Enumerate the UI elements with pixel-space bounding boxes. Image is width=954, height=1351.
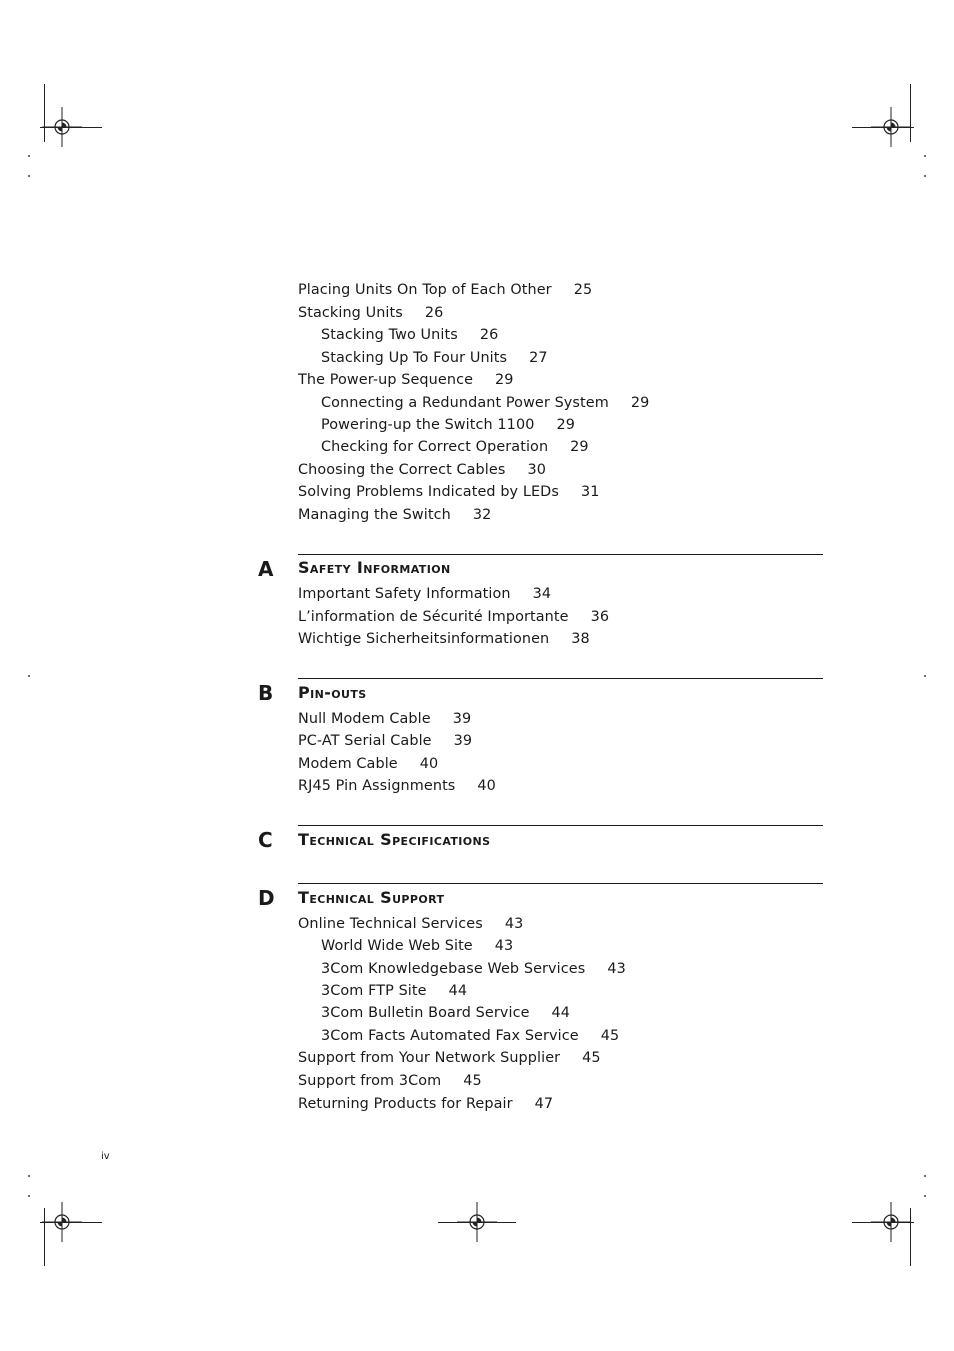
toc-entry-page-number: 40 <box>419 756 439 772</box>
toc-entry-page-number: 43 <box>504 916 524 932</box>
edge-dot <box>924 1195 926 1197</box>
toc-entry[interactable] <box>321 982 467 1000</box>
toc-entry[interactable] <box>298 585 551 603</box>
toc-entry[interactable] <box>321 394 649 412</box>
toc-entry-page-number: 44 <box>551 1005 571 1021</box>
toc-entry-title: Solving Problems Indicated by LEDs <box>298 484 559 500</box>
toc-entry-title: L’information de Sécurité Importante <box>298 609 569 625</box>
toc-entry-title: 3Com Bulletin Board Service <box>321 1005 530 1021</box>
toc-entry-title: Placing Units On Top of Each Other <box>298 282 552 298</box>
toc-entry[interactable] <box>321 326 498 344</box>
toc-entry[interactable] <box>298 777 496 795</box>
toc-entry[interactable] <box>298 506 491 524</box>
toc-entry-title: Powering-up the Switch 1100 <box>321 417 535 433</box>
toc-entry[interactable] <box>298 1095 553 1113</box>
section-rule <box>298 883 823 884</box>
toc-entry-page-number: 31 <box>580 484 600 500</box>
toc-entry-page-number: 29 <box>630 395 650 411</box>
toc-entry[interactable] <box>298 755 438 773</box>
toc-entry-page-number: 39 <box>453 733 473 749</box>
toc-entry[interactable] <box>321 937 513 955</box>
appendix-title[interactable]: Technical Support <box>298 888 445 907</box>
toc-entry-title: 3Com Facts Automated Fax Service <box>321 1028 579 1044</box>
toc-entry[interactable] <box>321 416 575 434</box>
toc-entry-page-number: 29 <box>570 439 589 455</box>
toc-entry-title: Connecting a Redundant Power System <box>321 395 609 411</box>
toc-entry[interactable] <box>298 371 514 389</box>
toc-entry-page-number: 38 <box>571 631 590 647</box>
toc-entry-title: Online Technical Services <box>298 916 483 932</box>
edge-dot <box>924 1175 926 1177</box>
toc-entry[interactable] <box>298 630 590 648</box>
appendix-letter: A <box>258 557 274 581</box>
toc-entry-title: Null Modem Cable <box>298 711 431 727</box>
toc-entry[interactable] <box>298 1072 482 1090</box>
toc-entry[interactable] <box>298 483 599 501</box>
toc-entry-page-number: 26 <box>424 305 444 321</box>
toc-entry-title: Support from Your Network Supplier <box>298 1050 561 1066</box>
toc-entry-title: Checking for Correct Operation <box>321 439 549 455</box>
toc-entry[interactable] <box>298 281 592 299</box>
registration-mark-icon <box>457 1202 497 1242</box>
edge-dot <box>924 155 926 157</box>
toc-entry-title: Choosing the Correct Cables <box>298 462 506 478</box>
registration-mark-icon <box>871 107 911 147</box>
edge-dot <box>28 1195 30 1197</box>
edge-dot <box>28 1175 30 1177</box>
registration-mark-icon <box>871 1202 911 1242</box>
toc-entry-title: RJ45 Pin Assignments <box>298 778 456 794</box>
toc-entry[interactable] <box>298 608 609 626</box>
toc-entry-title: World Wide Web Site <box>321 938 473 954</box>
toc-entry[interactable] <box>298 915 523 933</box>
toc-entry-page-number: 39 <box>452 711 472 727</box>
toc-entry[interactable] <box>321 960 626 978</box>
toc-entry-page-number: 30 <box>527 462 546 478</box>
toc-entry-page-number: 43 <box>494 938 514 954</box>
toc-entry-page-number: 36 <box>590 609 610 625</box>
toc-entry[interactable] <box>321 349 548 367</box>
toc-entry-page-number: 34 <box>532 586 552 602</box>
toc-entry-page-number: 29 <box>556 417 575 433</box>
appendix-title[interactable]: Pin-outs <box>298 683 367 702</box>
toc-entry-title: Managing the Switch <box>298 507 451 523</box>
appendix-letter: C <box>258 828 273 852</box>
toc-entry[interactable] <box>298 461 546 479</box>
appendix-letter: D <box>258 886 275 910</box>
section-rule <box>298 554 823 555</box>
toc-entry-title: The Power-up Sequence <box>298 372 474 388</box>
toc-entry-page-number: 29 <box>495 372 514 388</box>
appendix-title[interactable]: Technical Specifications <box>298 830 491 849</box>
toc-entry-title: Support from 3Com <box>298 1073 442 1089</box>
toc-entry-page-number: 40 <box>477 778 496 794</box>
toc-entry-page-number: 43 <box>607 961 626 977</box>
toc-entry-title: Modem Cable <box>298 756 398 772</box>
toc-entry-title: Returning Products for Repair <box>298 1096 513 1112</box>
toc-entry-page-number: 26 <box>479 327 499 343</box>
toc-entry[interactable] <box>298 304 443 322</box>
toc-entry[interactable] <box>298 732 472 750</box>
toc-entry-title: Stacking Up To Four Units <box>321 350 508 366</box>
appendix-title[interactable]: Safety Information <box>298 558 451 577</box>
toc-entry-title: 3Com FTP Site <box>321 983 427 999</box>
edge-dot <box>28 175 30 177</box>
toc-entry[interactable] <box>298 710 471 728</box>
toc-entry-title: Wichtige Sicherheitsinformationen <box>298 631 550 647</box>
registration-mark-icon <box>42 1202 82 1242</box>
toc-entry-page-number: 44 <box>448 983 468 999</box>
edge-dot <box>28 675 30 677</box>
edge-dot <box>924 675 926 677</box>
toc-entry-page-number: 45 <box>463 1073 482 1089</box>
toc-entry-page-number: 25 <box>573 282 593 298</box>
appendix-letter: B <box>258 681 274 705</box>
toc-entry-page-number: 32 <box>472 507 492 523</box>
toc-entry[interactable] <box>321 1004 570 1022</box>
toc-entry[interactable] <box>321 438 589 456</box>
toc-entry-title: PC-AT Serial Cable <box>298 733 432 749</box>
toc-entry-title: Stacking Two Units <box>321 327 458 343</box>
toc-entry[interactable] <box>298 1049 601 1067</box>
toc-entry[interactable] <box>321 1027 619 1045</box>
edge-dot <box>28 155 30 157</box>
toc-entry-page-number: 27 <box>529 350 548 366</box>
section-rule <box>298 678 823 679</box>
edge-dot <box>924 175 926 177</box>
registration-mark-icon <box>42 107 82 147</box>
toc-entry-title: Stacking Units <box>298 305 403 321</box>
toc-entry-title: Important Safety Information <box>298 586 511 602</box>
toc-entry-title: 3Com Knowledgebase Web Services <box>321 961 586 977</box>
toc-entry-page-number: 45 <box>600 1028 620 1044</box>
section-rule <box>298 825 823 826</box>
toc-entry-page-number: 45 <box>582 1050 601 1066</box>
page-folio: iv <box>101 1151 110 1162</box>
toc-entry-page-number: 47 <box>534 1096 554 1112</box>
